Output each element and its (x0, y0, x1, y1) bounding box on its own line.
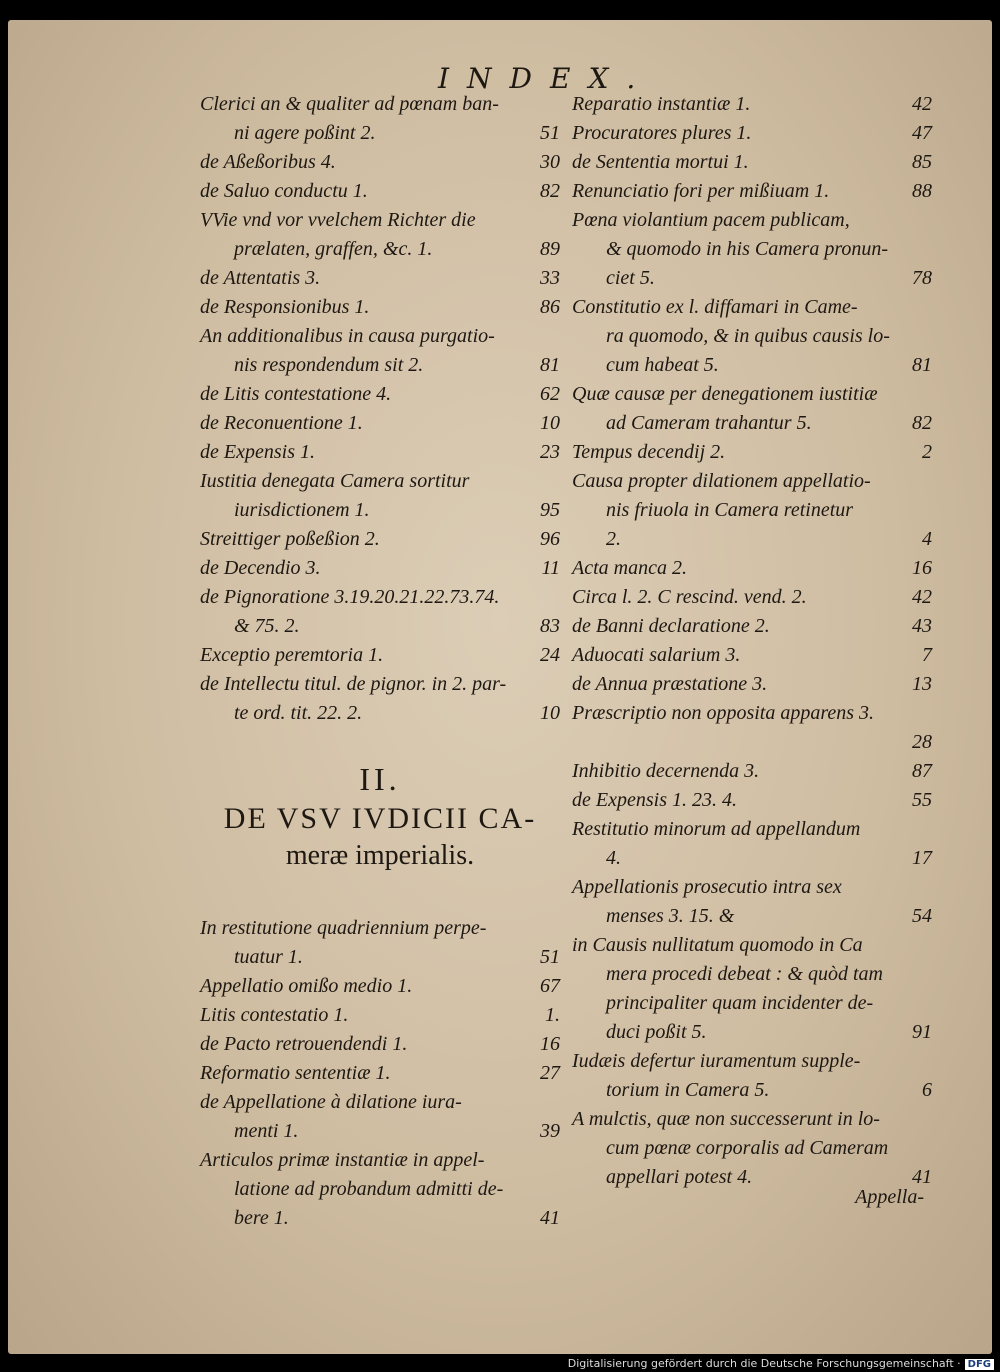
entry-page-number: 95 (540, 499, 560, 521)
index-entry (200, 1030, 560, 1059)
index-entry (200, 641, 560, 670)
entry-page-number: 82 (540, 180, 560, 202)
entry-text-line: Aduocati salarium 3. (572, 644, 741, 666)
entry-page-number: 27 (540, 1062, 560, 1084)
index-entry (572, 148, 932, 177)
entry-page-number: 81 (540, 354, 560, 376)
entry-page-number: 7 (922, 644, 932, 666)
index-entry (572, 583, 932, 612)
entry-text-line: Iudæis defertur iuramentum supple- (572, 1050, 861, 1072)
index-entry (200, 670, 560, 728)
index-entry (572, 641, 932, 670)
entry-text-line: ni agere poßint 2. (234, 122, 376, 144)
index-entry (572, 815, 932, 873)
index-entry (200, 1146, 560, 1233)
entry-page-number: 51 (540, 946, 560, 968)
entry-text-line: Litis contestatio 1. (200, 1004, 349, 1026)
entry-page-number: 41 (540, 1207, 560, 1229)
right-entries-group (572, 90, 932, 1192)
entry-text-line: A mulctis, quæ non successerunt in lo- (572, 1108, 880, 1130)
entry-page-number: 51 (540, 122, 560, 144)
entry-text-line: ad Cameram trahantur 5. (606, 412, 812, 434)
index-entry (200, 380, 560, 409)
entry-text-line: Appellatio omißo medio 1. (200, 975, 413, 997)
index-entry (200, 206, 560, 264)
entry-page-number: 42 (912, 93, 932, 115)
entry-page-number: 17 (912, 847, 932, 869)
index-entry (572, 699, 932, 757)
entry-text-line: Tempus decendij 2. (572, 441, 726, 463)
entry-text-line: & quomodo in his Camera pronun- (606, 238, 889, 260)
section-title-line1: DE VSV IVDICII CA- (223, 802, 537, 835)
entry-text-line: de Expensis 1. 23. 4. (572, 789, 737, 811)
index-entry (572, 670, 932, 699)
entry-page-number: 42 (912, 586, 932, 608)
index-entry (572, 873, 932, 931)
entry-text-line: Procuratores plures 1. (572, 122, 752, 144)
entry-page-number: 4 (922, 528, 932, 550)
entry-page-number: 47 (912, 122, 932, 144)
entry-text-line: In restitutione quadriennium perpe- (200, 917, 487, 939)
entry-text-line: An additionalibus in causa purgatio- (200, 325, 495, 347)
entry-text-line: Restitutio minorum ad appellandum (572, 818, 861, 840)
index-entry (200, 1059, 560, 1088)
entry-page-number: 41 (912, 1166, 932, 1188)
page-header: INDEX. (438, 62, 654, 95)
entry-text-line: Clerici an & qualiter ad pœnam ban- (200, 93, 499, 115)
entry-page-number: 23 (540, 441, 560, 463)
entry-page-number: 81 (912, 354, 932, 376)
entry-text-line: de Expensis 1. (200, 441, 315, 463)
section-number: II. (359, 761, 401, 797)
entry-page-number: 1. (545, 1004, 560, 1026)
entry-text-line: duci poßit 5. (606, 1021, 707, 1043)
entry-page-number: 43 (912, 615, 932, 637)
entry-text-line: de Appellatione à dilatione iura- (200, 1091, 462, 1113)
entry-text-line: de Banni declaratione 2. (572, 615, 770, 637)
entry-page-number: 88 (912, 180, 932, 202)
index-entry (572, 467, 932, 554)
entry-page-number: 87 (912, 760, 932, 782)
index-entry (572, 438, 932, 467)
index-entry (572, 206, 932, 293)
index-entry (200, 148, 560, 177)
section-heading (200, 758, 560, 874)
index-entry (572, 1105, 932, 1192)
entry-page-number: 55 (912, 789, 932, 811)
entry-page-number: 39 (540, 1120, 560, 1142)
entry-page-number: 54 (912, 905, 932, 927)
entry-text-line: de Litis contestatione 4. (200, 383, 392, 405)
left-column (200, 90, 560, 1233)
entry-text-line: de Annua præstatione 3. (572, 673, 768, 695)
entry-text-line: menses 3. 15. & (606, 905, 735, 927)
entry-text-line: Acta manca 2. (572, 557, 687, 579)
entry-page-number: 16 (912, 557, 932, 579)
entry-text-line: te ord. tit. 22. 2. (234, 702, 363, 724)
entry-text-line: de Decendio 3. (200, 557, 321, 579)
entry-page-number: 10 (540, 702, 560, 724)
entry-text-line: Reparatio instantiæ 1. (572, 93, 751, 115)
entry-page-number: 96 (540, 528, 560, 550)
entry-page-number: 33 (540, 267, 560, 289)
dfg-logo: DFG (965, 1359, 994, 1370)
entry-text-line: Reformatio sententiæ 1. (200, 1062, 391, 1084)
index-entry (200, 293, 560, 322)
entry-text-line: torium in Camera 5. (606, 1079, 770, 1101)
entry-text-line: Streittiger poßeßion 2. (200, 528, 380, 550)
entry-text-line: ciet 5. (606, 267, 655, 289)
entry-text-line: iurisdictionem 1. (234, 499, 370, 521)
section-title-line2: meræ imperialis. (285, 840, 475, 871)
entry-text-line: de Saluo conductu 1. (200, 180, 368, 202)
left-entries-group-1 (200, 90, 560, 728)
index-entry (572, 612, 932, 641)
entry-text-line: menti 1. (234, 1120, 299, 1142)
entry-page-number: 6 (922, 1079, 932, 1101)
entry-text-line: de Intellectu titul. de pignor. in 2. par- (200, 673, 507, 695)
footer-text: Digitalisierung gefördert durch die Deutsche Forschungsgemeinschaft · (567, 1357, 961, 1370)
entry-text-line: Inhibitio decernenda 3. (572, 760, 760, 782)
entry-text-line: Appellationis prosecutio intra sex (572, 876, 842, 898)
entry-text-line: tuatur 1. (234, 946, 303, 968)
entry-text-line: appellari potest 4. (606, 1166, 753, 1188)
entry-text-line: principaliter quam incidenter de- (606, 992, 874, 1014)
index-entry (200, 583, 560, 641)
entry-text-line: 4. (606, 847, 621, 869)
entry-text-line: Iustitia denegata Camera sortitur (200, 470, 470, 492)
entry-page-number: 82 (912, 412, 932, 434)
entry-text-line: de Reconuentione 1. (200, 412, 363, 434)
index-entry (572, 1047, 932, 1105)
index-entry (200, 322, 560, 380)
index-entry (200, 972, 560, 1001)
entry-page-number: 16 (540, 1033, 560, 1055)
index-entry (200, 438, 560, 467)
index-entry (200, 554, 560, 583)
index-entry (572, 119, 932, 148)
index-entry (200, 914, 560, 972)
entry-page-number: 83 (540, 615, 560, 637)
index-entry (200, 90, 560, 148)
entry-page-number: 62 (540, 383, 560, 405)
digitization-footer (568, 1357, 994, 1370)
index-entry (572, 380, 932, 438)
index-entry (200, 264, 560, 293)
entry-text-line: de Pignoratione 3.19.20.21.22.73.74. (200, 586, 500, 608)
entry-page-number: 89 (540, 238, 560, 260)
index-entry (200, 467, 560, 525)
entry-text-line: de Sententia mortui 1. (572, 151, 749, 173)
entry-text-line: Pœna violantium pacem publicam, (572, 209, 850, 231)
entry-page-number: 67 (540, 975, 560, 997)
entry-text-line: de Pacto retrouendendi 1. (200, 1033, 408, 1055)
entry-text-line: Circa l. 2. C rescind. vend. 2. (572, 586, 807, 608)
entry-page-number: 30 (540, 151, 560, 173)
index-entry (572, 554, 932, 583)
entry-text-line: Articulos primæ instantiæ in appel- (200, 1149, 485, 1171)
entry-text-line: 2. (606, 528, 621, 550)
entry-text-line: Exceptio peremtoria 1. (200, 644, 384, 666)
index-entry (200, 409, 560, 438)
entry-text-line: ra quomodo, & in quibus causis lo- (606, 325, 890, 347)
entry-page-number: 24 (540, 644, 560, 666)
catchword: Appella- (855, 1186, 924, 1208)
entry-text-line: cum pœnæ corporalis ad Cameram (606, 1137, 889, 1159)
entry-text-line: nis respondendum sit 2. (234, 354, 424, 376)
index-entry (200, 177, 560, 206)
index-entry (200, 1001, 560, 1030)
entry-page-number: 85 (912, 151, 932, 173)
entry-text-line: Renunciatio fori per mißiuam 1. (572, 180, 830, 202)
entry-text-line: cum habeat 5. (606, 354, 719, 376)
entry-page-number: 10 (540, 412, 560, 434)
entry-text-line: de Attentatis 3. (200, 267, 321, 289)
entry-text-line: latione ad probandum admitti de- (234, 1178, 504, 1200)
right-column (572, 90, 932, 1192)
entry-text-line: Quæ causæ per denegationem iustitiæ (572, 383, 878, 405)
index-entry (572, 90, 932, 119)
entry-text-line: de Responsionibus 1. (200, 296, 370, 318)
index-entry (572, 931, 932, 1047)
entry-text-line: prælaten, graffen, &c. 1. (234, 238, 433, 260)
index-entry (572, 786, 932, 815)
entry-text-line: Causa propter dilationem appellatio- (572, 470, 871, 492)
entry-text-line: in Causis nullitatum quomodo in Ca (572, 934, 863, 956)
entry-text-line: nis friuola in Camera retinetur (606, 499, 854, 521)
index-entry (200, 1088, 560, 1146)
index-entry (572, 177, 932, 206)
entry-page-number: 78 (912, 267, 932, 289)
entry-page-number: 2 (922, 441, 932, 463)
index-entry (200, 525, 560, 554)
entry-page-number: 13 (912, 673, 932, 695)
left-entries-group-2 (200, 914, 560, 1233)
index-entry (572, 757, 932, 786)
entry-text-line (572, 728, 932, 757)
entry-page-number: 91 (912, 1021, 932, 1043)
entry-page-number: 28 (912, 731, 932, 753)
entry-text-line: Præscriptio non opposita apparens 3. (572, 702, 875, 724)
entry-page-number: 11 (541, 557, 560, 579)
entry-page-number: 86 (540, 296, 560, 318)
entry-text-line: VVie vnd vor vvelchem Richter die (200, 209, 476, 231)
entry-text-line: & 75. 2. (234, 615, 300, 637)
entry-text-line: bere 1. (234, 1207, 289, 1229)
entry-text-line: mera procedi debeat : & quòd tam (606, 963, 883, 985)
index-entry (572, 293, 932, 380)
entry-text-line: de Aßeßoribus 4. (200, 151, 336, 173)
entry-text-line: Constitutio ex l. diffamari in Came- (572, 296, 858, 318)
